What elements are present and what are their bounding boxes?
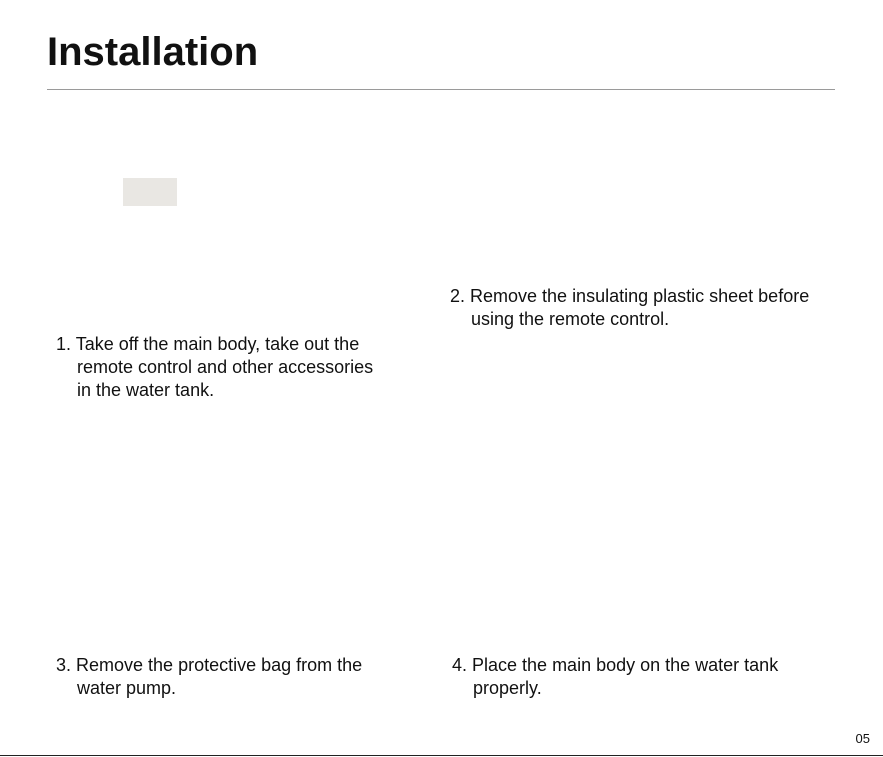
step-3-line-1: 3. Remove the protective bag from the (56, 655, 363, 675)
step-2-line-1: 2. Remove the insulating plastic sheet before (450, 286, 810, 306)
step-1-line-3: in the water tank. (77, 380, 215, 400)
step-2-line-2: using the remote control. (471, 309, 670, 329)
step-4-line-1: 4. Place the main body on the water tank (452, 655, 779, 675)
page-title: Installation (47, 30, 259, 74)
step-4-line-2: properly. (473, 678, 542, 698)
title-divider (47, 89, 835, 90)
footer-divider (0, 755, 883, 756)
step-4 (452, 654, 778, 700)
step-1-line-2: remote control and other accessories (77, 357, 374, 377)
step-2 (450, 285, 809, 331)
step-1-line-1: 1. Take off the main body, take out the (56, 334, 360, 354)
step-3 (56, 654, 362, 700)
step-3-line-2: water pump. (77, 678, 177, 698)
image-placeholder (123, 178, 177, 206)
page-number: 05 (855, 731, 870, 746)
step-1 (56, 333, 373, 402)
